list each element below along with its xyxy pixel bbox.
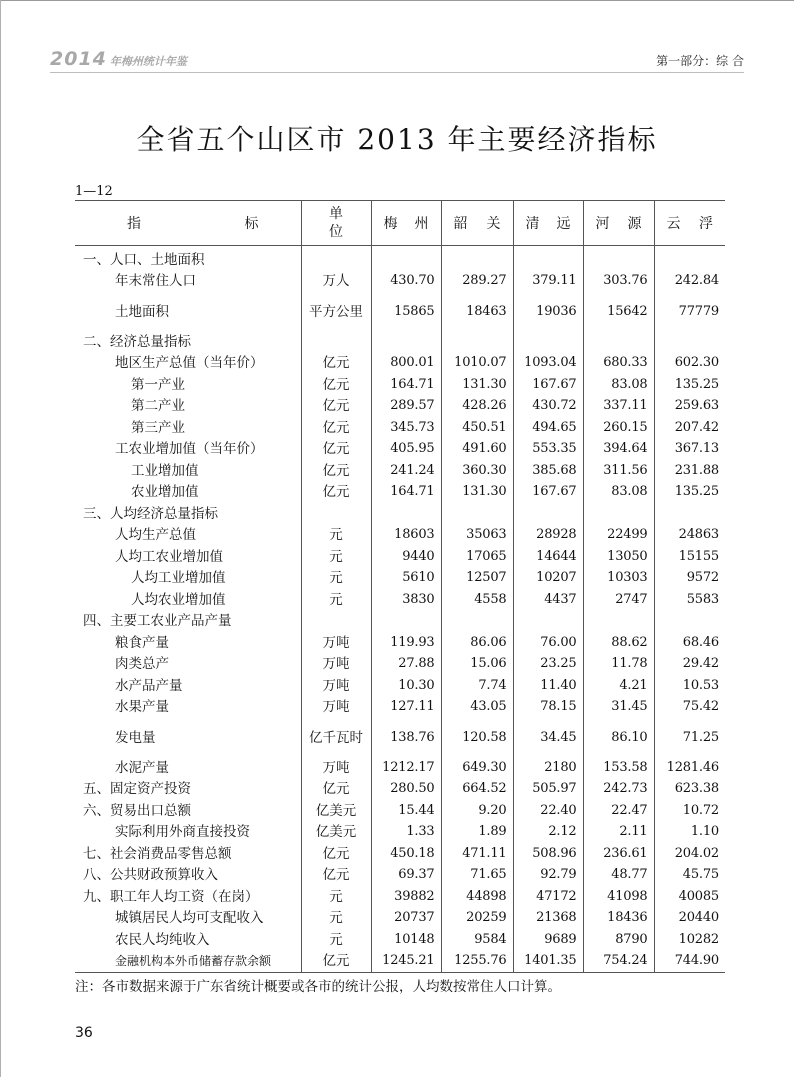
header-city-char: 源: [627, 216, 642, 232]
value-cell: 379.11: [513, 271, 583, 293]
indicator-label: 实际利用外商直接投资: [115, 824, 250, 841]
value-cell: 15865: [371, 292, 441, 331]
value-cell: [513, 503, 583, 525]
indicator-label: 年末常住人口: [115, 273, 196, 290]
table-row: [75, 374, 725, 396]
table-row: [75, 697, 725, 719]
value-cell: 71.65: [441, 865, 513, 887]
value-cell: 680.33: [583, 353, 654, 375]
table-row: [75, 482, 725, 504]
table-row: [75, 525, 725, 547]
running-head: [50, 48, 744, 73]
indicator-label: 农业增加值: [131, 484, 199, 501]
value-cell: 44898: [441, 886, 513, 908]
table-row: [75, 546, 725, 568]
value-cell: 11.40: [513, 675, 583, 697]
value-cell: 471.11: [441, 843, 513, 865]
value-cell: [513, 331, 583, 353]
indicator-label: 城镇居民人均可支配收入: [115, 910, 264, 927]
value-cell: 505.97: [513, 779, 583, 801]
value-cell: [513, 611, 583, 633]
value-cell: 2180: [513, 757, 583, 779]
value-cell: 1212.17: [371, 757, 441, 779]
unit-cell: 元: [301, 929, 371, 951]
value-cell: 19036: [513, 292, 583, 331]
value-cell: 18463: [441, 292, 513, 331]
unit-cell: 万吨: [301, 757, 371, 779]
indicator-label: 九、职工年人均工资（在岗）: [83, 888, 259, 905]
value-cell: 10148: [371, 929, 441, 951]
value-cell: 35063: [441, 525, 513, 547]
table-row: [75, 439, 725, 461]
value-cell: 167.67: [513, 374, 583, 396]
value-cell: 242.84: [654, 271, 725, 293]
unit-cell: 平方公里: [301, 292, 371, 331]
header-city-char: 州: [414, 216, 429, 232]
value-cell: 83.08: [583, 482, 654, 504]
value-cell: 430.72: [513, 396, 583, 418]
indicator-label: 水产品产量: [115, 677, 183, 694]
value-cell: 12507: [441, 568, 513, 590]
unit-cell: [301, 611, 371, 633]
value-cell: 280.50: [371, 779, 441, 801]
unit-cell: 万吨: [301, 632, 371, 654]
indicator-label: 人均农业增加值: [131, 591, 226, 608]
value-cell: 153.58: [583, 757, 654, 779]
header-indicator: [75, 201, 301, 246]
value-cell: 120.58: [441, 718, 513, 757]
value-cell: 18603: [371, 525, 441, 547]
page-left-border: [0, 0, 1, 1077]
value-cell: 4558: [441, 589, 513, 611]
indicator-label: 七、社会消费品零售总额: [83, 845, 232, 862]
value-cell: 231.88: [654, 460, 725, 482]
table-row: [75, 822, 725, 844]
unit-cell: 亿美元: [301, 822, 371, 844]
table-row: [75, 396, 725, 418]
page-top-border: [0, 0, 794, 1]
value-cell: [441, 611, 513, 633]
header-city-char: 河: [595, 216, 610, 232]
value-cell: 11.78: [583, 654, 654, 676]
table-row: [75, 779, 725, 801]
value-cell: [654, 611, 725, 633]
unit-cell: 亿元: [301, 482, 371, 504]
unit-cell: 亿元: [301, 353, 371, 375]
table-row: [75, 503, 725, 525]
value-cell: 259.63: [654, 396, 725, 418]
indicator-label: 水泥产量: [115, 759, 169, 776]
table-row: [75, 589, 725, 611]
value-cell: [371, 246, 441, 271]
header-city-yunfu: [654, 201, 725, 246]
value-cell: 15642: [583, 292, 654, 331]
indicator-label: 第一产业: [131, 376, 185, 393]
value-cell: 10.53: [654, 675, 725, 697]
value-cell: 385.68: [513, 460, 583, 482]
header-city-char: 韶: [453, 216, 468, 232]
value-cell: 24863: [654, 525, 725, 547]
table-row: [75, 718, 725, 757]
indicator-label: 粮食产量: [115, 634, 169, 651]
value-cell: 20259: [441, 908, 513, 930]
indicator-label: 土地面积: [115, 303, 169, 320]
value-cell: [583, 503, 654, 525]
value-cell: 20737: [371, 908, 441, 930]
indicator-label: 二、经济总量指标: [83, 333, 191, 350]
value-cell: 360.30: [441, 460, 513, 482]
table-row: [75, 929, 725, 951]
value-cell: 4437: [513, 589, 583, 611]
value-cell: [583, 611, 654, 633]
indicator-label: 水果产量: [115, 699, 169, 716]
value-cell: 29.42: [654, 654, 725, 676]
value-cell: 20440: [654, 908, 725, 930]
unit-cell: [301, 331, 371, 353]
value-cell: 83.08: [583, 374, 654, 396]
value-cell: 289.27: [441, 271, 513, 293]
unit-cell: 亿美元: [301, 800, 371, 822]
page-title: 全省五个山区市 2013 年主要经济指标: [136, 123, 658, 156]
value-cell: 494.65: [513, 417, 583, 439]
value-cell: 9.20: [441, 800, 513, 822]
value-cell: [371, 611, 441, 633]
table-row: [75, 654, 725, 676]
unit-cell: 万吨: [301, 654, 371, 676]
indicator-label: 五、固定资产投资: [83, 781, 191, 798]
header-city-char: 浮: [699, 216, 713, 232]
indicator-label: 三、人均经济总量指标: [83, 505, 218, 522]
value-cell: 135.25: [654, 482, 725, 504]
value-cell: 47172: [513, 886, 583, 908]
value-cell: 78.15: [513, 697, 583, 719]
value-cell: 204.02: [654, 843, 725, 865]
value-cell: 164.71: [371, 374, 441, 396]
value-cell: 23.25: [513, 654, 583, 676]
value-cell: 43.05: [441, 697, 513, 719]
value-cell: 131.30: [441, 482, 513, 504]
value-cell: 241.24: [371, 460, 441, 482]
value-cell: [441, 246, 513, 271]
unit-cell: [301, 246, 371, 271]
value-cell: 22.47: [583, 800, 654, 822]
unit-cell: 亿千瓦时: [301, 718, 371, 757]
page-number: 36: [75, 1025, 93, 1041]
value-cell: 10282: [654, 929, 725, 951]
unit-cell: 元: [301, 525, 371, 547]
value-cell: 1281.46: [654, 757, 725, 779]
unit-cell: 亿元: [301, 865, 371, 887]
indicators-table: [75, 200, 725, 973]
table-row: [75, 331, 725, 353]
value-cell: 41098: [583, 886, 654, 908]
value-cell: 260.15: [583, 417, 654, 439]
table-number: 1—12: [75, 184, 113, 199]
value-cell: [583, 331, 654, 353]
value-cell: 14644: [513, 546, 583, 568]
value-cell: 800.01: [371, 353, 441, 375]
value-cell: 289.57: [371, 396, 441, 418]
value-cell: 22499: [583, 525, 654, 547]
table-row: [75, 951, 725, 973]
value-cell: 311.56: [583, 460, 654, 482]
value-cell: 508.96: [513, 843, 583, 865]
yearbook-logo: [50, 48, 187, 70]
value-cell: [371, 331, 441, 353]
value-cell: 10303: [583, 568, 654, 590]
value-cell: [654, 331, 725, 353]
table-row: [75, 757, 725, 779]
value-cell: 428.26: [441, 396, 513, 418]
value-cell: 127.11: [371, 697, 441, 719]
value-cell: 1245.21: [371, 951, 441, 973]
indicator-label: 第二产业: [131, 398, 185, 415]
value-cell: 18436: [583, 908, 654, 930]
value-cell: 77779: [654, 292, 725, 331]
value-cell: 15.44: [371, 800, 441, 822]
value-cell: 21368: [513, 908, 583, 930]
indicator-label: 八、公共财政预算收入: [83, 867, 218, 884]
value-cell: 2.11: [583, 822, 654, 844]
unit-cell: 万吨: [301, 697, 371, 719]
value-cell: 754.24: [583, 951, 654, 973]
header-city-char: 远: [556, 216, 571, 232]
value-cell: 5583: [654, 589, 725, 611]
value-cell: 303.76: [583, 271, 654, 293]
value-cell: 394.64: [583, 439, 654, 461]
table-header-row: [75, 201, 725, 246]
value-cell: 40085: [654, 886, 725, 908]
value-cell: 45.75: [654, 865, 725, 887]
header-unit: [301, 201, 371, 246]
indicator-label: 发电量: [115, 729, 156, 746]
value-cell: 10.30: [371, 675, 441, 697]
unit-cell: 亿元: [301, 951, 371, 973]
unit-cell: 万人: [301, 271, 371, 293]
header-indicator-char: 标: [244, 216, 259, 232]
unit-cell: 亿元: [301, 843, 371, 865]
indicator-label: 人均生产总值: [115, 527, 196, 544]
value-cell: 88.62: [583, 632, 654, 654]
value-cell: 1.10: [654, 822, 725, 844]
indicator-label: 金融机构本外币储蓄存款余额: [75, 951, 301, 973]
value-cell: 242.73: [583, 779, 654, 801]
table-row: [75, 886, 725, 908]
value-cell: 68.46: [654, 632, 725, 654]
value-cell: 15.06: [441, 654, 513, 676]
table-row: [75, 271, 725, 293]
value-cell: 75.42: [654, 697, 725, 719]
value-cell: 71.25: [654, 718, 725, 757]
indicator-label: 肉类总产: [115, 656, 169, 673]
header-unit-line: 位: [329, 224, 343, 240]
header-indicator-char: 指: [127, 216, 141, 232]
value-cell: 13050: [583, 546, 654, 568]
value-cell: 3830: [371, 589, 441, 611]
table-row: [75, 292, 725, 331]
value-cell: 553.35: [513, 439, 583, 461]
value-cell: 2747: [583, 589, 654, 611]
value-cell: 5610: [371, 568, 441, 590]
value-cell: 8790: [583, 929, 654, 951]
indicator-label: 地区生产总值（当年价）: [115, 355, 264, 372]
indicator-label: 四、主要工农业产品产量: [83, 613, 232, 630]
header-unit-line: 单: [329, 206, 343, 222]
value-cell: 22.40: [513, 800, 583, 822]
unit-cell: 元: [301, 589, 371, 611]
value-cell: 119.93: [371, 632, 441, 654]
table-note: 注：各市数据来源于广东省统计概要或各市的统计公报，人均数按常住人口计算。: [75, 979, 561, 995]
header-city-char: 清: [525, 216, 540, 232]
value-cell: 4.21: [583, 675, 654, 697]
value-cell: 69.37: [371, 865, 441, 887]
table-row: [75, 246, 725, 271]
indicator-label: 人均工农业增加值: [115, 548, 223, 565]
value-cell: 405.95: [371, 439, 441, 461]
yearbook-year: 2014: [50, 48, 107, 70]
value-cell: 9689: [513, 929, 583, 951]
unit-cell: [301, 503, 371, 525]
unit-cell: 元: [301, 886, 371, 908]
value-cell: 1.33: [371, 822, 441, 844]
value-cell: [654, 503, 725, 525]
value-cell: 602.30: [654, 353, 725, 375]
value-cell: 39882: [371, 886, 441, 908]
value-cell: 430.70: [371, 271, 441, 293]
table-row: [75, 843, 725, 865]
value-cell: 236.61: [583, 843, 654, 865]
table-row: [75, 568, 725, 590]
value-cell: 7.74: [441, 675, 513, 697]
value-cell: 9572: [654, 568, 725, 590]
unit-cell: 亿元: [301, 439, 371, 461]
table-row: [75, 632, 725, 654]
indicator-label: 六、贸易出口总额: [83, 802, 191, 819]
unit-cell: 亿元: [301, 779, 371, 801]
value-cell: 86.06: [441, 632, 513, 654]
table-row: [75, 353, 725, 375]
value-cell: 10207: [513, 568, 583, 590]
value-cell: [371, 503, 441, 525]
value-cell: 34.45: [513, 718, 583, 757]
value-cell: 623.38: [654, 779, 725, 801]
table-row: [75, 675, 725, 697]
header-city-char: 梅: [383, 216, 398, 232]
indicator-label: 农民人均纯收入: [115, 931, 210, 948]
value-cell: 367.13: [654, 439, 725, 461]
unit-cell: 元: [301, 568, 371, 590]
value-cell: 664.52: [441, 779, 513, 801]
value-cell: 31.45: [583, 697, 654, 719]
yearbook-name: 年梅州统计年鉴: [109, 55, 187, 68]
value-cell: 491.60: [441, 439, 513, 461]
value-cell: 9440: [371, 546, 441, 568]
value-cell: 450.51: [441, 417, 513, 439]
unit-cell: 万吨: [301, 675, 371, 697]
section-label: 第一部分：综 合: [656, 54, 744, 68]
table-row: [75, 908, 725, 930]
value-cell: 164.71: [371, 482, 441, 504]
value-cell: 337.11: [583, 396, 654, 418]
header-city-char: 云: [666, 216, 681, 232]
value-cell: 17065: [441, 546, 513, 568]
value-cell: 1255.76: [441, 951, 513, 973]
value-cell: [441, 331, 513, 353]
value-cell: 86.10: [583, 718, 654, 757]
value-cell: 10.72: [654, 800, 725, 822]
header-city-shaoguan: [441, 201, 513, 246]
table-row: [75, 865, 725, 887]
value-cell: [513, 246, 583, 271]
value-cell: 76.00: [513, 632, 583, 654]
value-cell: 167.67: [513, 482, 583, 504]
value-cell: [654, 246, 725, 271]
header-city-heyuan: [583, 201, 654, 246]
table-row: [75, 611, 725, 633]
indicator-label: 人均工业增加值: [131, 570, 226, 587]
indicator-label: 第三产业: [131, 419, 185, 436]
header-city-char: 关: [486, 216, 501, 232]
value-cell: 2.12: [513, 822, 583, 844]
value-cell: 135.25: [654, 374, 725, 396]
indicator-label: 一、人口、土地面积: [83, 251, 205, 268]
unit-cell: 元: [301, 908, 371, 930]
value-cell: 28928: [513, 525, 583, 547]
value-cell: 744.90: [654, 951, 725, 973]
value-cell: 131.30: [441, 374, 513, 396]
indicator-label: 工农业增加值（当年价）: [115, 441, 264, 458]
indicator-label: 工业增加值: [131, 462, 199, 479]
value-cell: 9584: [441, 929, 513, 951]
value-cell: 1.89: [441, 822, 513, 844]
value-cell: 450.18: [371, 843, 441, 865]
header-city-qingyuan: [513, 201, 583, 246]
table-body: [75, 246, 725, 973]
value-cell: 1010.07: [441, 353, 513, 375]
value-cell: [441, 503, 513, 525]
value-cell: 345.73: [371, 417, 441, 439]
value-cell: 207.42: [654, 417, 725, 439]
value-cell: 138.76: [371, 718, 441, 757]
value-cell: 649.30: [441, 757, 513, 779]
value-cell: 27.88: [371, 654, 441, 676]
table-row: [75, 417, 725, 439]
unit-cell: 亿元: [301, 460, 371, 482]
unit-cell: 元: [301, 546, 371, 568]
unit-cell: 亿元: [301, 417, 371, 439]
value-cell: 15155: [654, 546, 725, 568]
header-city-meizhou: [371, 201, 441, 246]
value-cell: 48.77: [583, 865, 654, 887]
unit-cell: 亿元: [301, 374, 371, 396]
value-cell: 1093.04: [513, 353, 583, 375]
unit-cell: 亿元: [301, 396, 371, 418]
value-cell: 92.79: [513, 865, 583, 887]
value-cell: 1401.35: [513, 951, 583, 973]
table-row: [75, 800, 725, 822]
table-row: [75, 460, 725, 482]
value-cell: [583, 246, 654, 271]
